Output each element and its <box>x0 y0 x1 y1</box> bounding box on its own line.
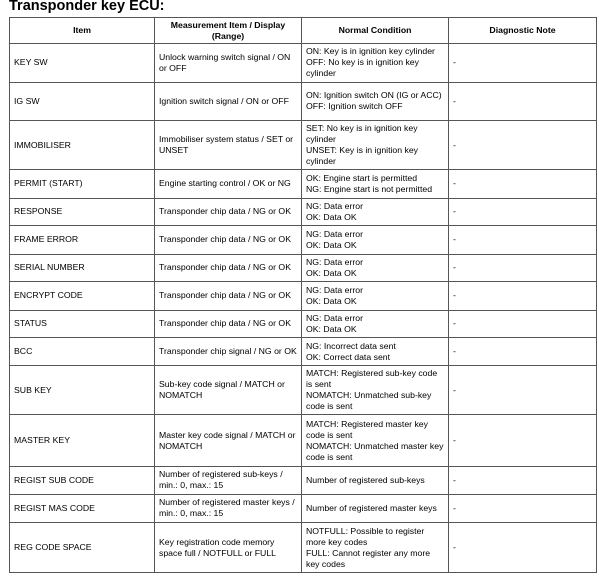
page-title: Transponder key ECU: <box>9 0 165 14</box>
table-row <box>10 494 597 522</box>
measurement-cell: Transponder chip data / NG or OK <box>155 226 302 254</box>
table-row <box>10 282 597 310</box>
item-cell: SERIAL NUMBER <box>10 254 155 281</box>
measurement-cell: Key registration code memory space full / NOTFULL or FULL <box>155 523 302 573</box>
item-cell: IG SW <box>10 82 155 121</box>
note-cell: - <box>449 523 597 573</box>
condition-cell: NG: Data error OK: Data OK <box>302 282 449 310</box>
condition-cell: NG: Data error OK: Data OK <box>302 226 449 254</box>
condition-cell: NG: Data error OK: Data OK <box>302 254 449 281</box>
condition-cell: NG: Data error OK: Data OK <box>302 310 449 337</box>
condition-cell: MATCH: Registered master key code is sent NOMATCH: Unmatched master key code is sent <box>302 415 449 467</box>
table-row <box>10 254 597 281</box>
condition-cell: SET: No key is in ignition key cylinder UNSET: Key is in ignition key cylinder <box>302 121 449 170</box>
item-cell: KEY SW <box>10 44 155 83</box>
table-row <box>10 226 597 254</box>
table-row <box>10 523 597 573</box>
item-cell: ENCRYPT CODE <box>10 282 155 310</box>
condition-cell: NG: Incorrect data sent OK: Correct data sent <box>302 337 449 365</box>
item-cell: PERMIT (START) <box>10 170 155 198</box>
item-cell: STATUS <box>10 310 155 337</box>
table-row <box>10 366 597 415</box>
measurement-cell: Transponder chip data / NG or OK <box>155 310 302 337</box>
data-table <box>9 17 597 573</box>
table-row <box>10 415 597 467</box>
measurement-cell: Ignition switch signal / ON or OFF <box>155 82 302 121</box>
table-row <box>10 198 597 225</box>
header-item: Item <box>10 18 155 44</box>
table-header-row <box>10 18 597 44</box>
note-cell: - <box>449 467 597 494</box>
item-cell: FRAME ERROR <box>10 226 155 254</box>
header-measurement: Measurement Item / Display (Range) <box>155 18 302 44</box>
table-row <box>10 310 597 337</box>
condition-cell: Number of registered master keys <box>302 494 449 522</box>
item-cell: IMMOBILISER <box>10 121 155 170</box>
measurement-cell: Sub-key code signal / MATCH or NOMATCH <box>155 366 302 415</box>
note-cell: - <box>449 170 597 198</box>
table-row <box>10 467 597 494</box>
note-cell: - <box>449 121 597 170</box>
measurement-cell: Transponder chip data / NG or OK <box>155 254 302 281</box>
item-cell: MASTER KEY <box>10 415 155 467</box>
note-cell: - <box>449 254 597 281</box>
item-cell: RESPONSE <box>10 198 155 225</box>
condition-cell: NOTFULL: Possible to register more key codes FULL: Cannot register any more key codes <box>302 523 449 573</box>
condition-cell: OK: Engine start is permitted NG: Engine start is not permitted <box>302 170 449 198</box>
note-cell: - <box>449 415 597 467</box>
note-cell: - <box>449 82 597 121</box>
note-cell: - <box>449 494 597 522</box>
note-cell: - <box>449 198 597 225</box>
table-row <box>10 82 597 121</box>
note-cell: - <box>449 366 597 415</box>
item-cell: REGIST SUB CODE <box>10 467 155 494</box>
measurement-cell: Master key code signal / MATCH or NOMATCH <box>155 415 302 467</box>
measurement-cell: Number of registered sub-keys / min.: 0, max.: 15 <box>155 467 302 494</box>
note-cell: - <box>449 310 597 337</box>
item-cell: REGIST MAS CODE <box>10 494 155 522</box>
note-cell: - <box>449 226 597 254</box>
measurement-cell: Transponder chip signal / NG or OK <box>155 337 302 365</box>
note-cell: - <box>449 337 597 365</box>
condition-cell: Number of registered sub-keys <box>302 467 449 494</box>
note-cell: - <box>449 282 597 310</box>
measurement-cell: Number of registered master keys / min.: 0, max.: 15 <box>155 494 302 522</box>
measurement-cell: Transponder chip data / NG or OK <box>155 282 302 310</box>
condition-cell: ON: Key is in ignition key cylinder OFF: No key is in ignition key cylinder <box>302 44 449 83</box>
header-condition: Normal Condition <box>302 18 449 44</box>
table-row <box>10 121 597 170</box>
table-row <box>10 170 597 198</box>
condition-cell: ON: Ignition switch ON (IG or ACC) OFF: Ignition switch OFF <box>302 82 449 121</box>
header-diagnostic-note: Diagnostic Note <box>449 18 597 44</box>
item-cell: REG CODE SPACE <box>10 523 155 573</box>
table-row <box>10 337 597 365</box>
measurement-cell: Unlock warning switch signal / ON or OFF <box>155 44 302 83</box>
measurement-cell: Engine starting control / OK or NG <box>155 170 302 198</box>
item-cell: BCC <box>10 337 155 365</box>
condition-cell: MATCH: Registered sub-key code is sent NOMATCH: Unmatched sub-key code is sent <box>302 366 449 415</box>
measurement-cell: Immobiliser system status / SET or UNSET <box>155 121 302 170</box>
table-row <box>10 44 597 83</box>
note-cell: - <box>449 44 597 83</box>
condition-cell: NG: Data error OK: Data OK <box>302 198 449 225</box>
item-cell: SUB KEY <box>10 366 155 415</box>
measurement-cell: Transponder chip data / NG or OK <box>155 198 302 225</box>
